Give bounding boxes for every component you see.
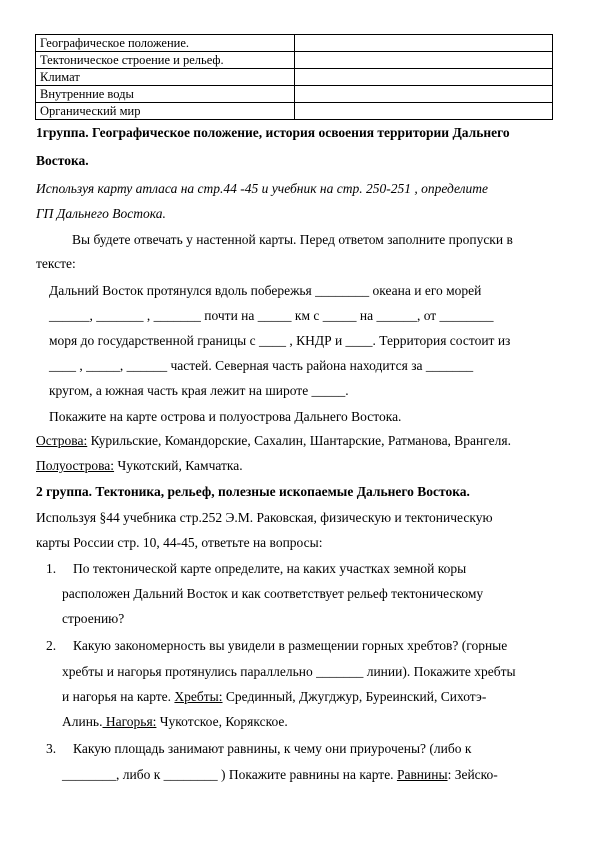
- table-cell: Органический мир: [36, 103, 295, 120]
- fill-text-line5: кругом, а южная часть края лежит на широте _____.: [49, 383, 349, 398]
- table-cell-empty: [295, 86, 553, 103]
- table-cell-empty: [295, 103, 553, 120]
- list-item-line: [62, 714, 288, 730]
- islands-label: Острова:: [36, 433, 88, 448]
- table-cell: Климат: [36, 69, 295, 86]
- list-item-line: Какую площадь занимают равнины, к чему они приурочены? (либо к: [73, 741, 472, 756]
- table-cell-empty: [295, 69, 553, 86]
- list-item-number: 3.: [46, 741, 57, 756]
- peninsulas-text: Чукотский, Камчатка.: [114, 458, 243, 473]
- table-row: [36, 35, 553, 52]
- table-cell: Географическое положение.: [36, 35, 295, 52]
- table-cell-empty: [295, 35, 553, 52]
- text-span: и нагорья на карте.: [62, 689, 175, 704]
- fill-text-line1: Дальний Восток протянулся вдоль побережья ________ океана и его морей: [49, 283, 482, 298]
- peninsulas-line: [36, 458, 243, 474]
- group1-title-line2: Востока.: [36, 153, 89, 168]
- group2-title: 2 группа. Тектоника, рельеф, полезные ископаемые Дальнего Востока.: [36, 484, 470, 499]
- group1-instruction-line1: Используя карту атласа на стр.44 -45 и учебник на стр. 250-251 , определите: [36, 181, 489, 196]
- ridges-label: Хребты:: [174, 689, 223, 704]
- highlands-label: Нагорья:: [102, 714, 157, 729]
- list-item-line: [62, 767, 498, 783]
- group1-title-line1: 1группа. Географическое положение, история освоения территории Дальнего: [36, 125, 510, 140]
- text-span: Срединный, Джугджур, Буреинский, Сихотэ-: [222, 689, 487, 704]
- text-span: Чукотское, Корякское.: [156, 714, 288, 729]
- show-instruction: Покажите на карте острова и полуострова Дальнего Востока.: [49, 409, 402, 424]
- list-item-line: хребты и нагорья протянулись параллельно _______ линии). Покажите хребты: [62, 664, 516, 679]
- table-row: [36, 69, 553, 86]
- topics-table: [35, 34, 553, 120]
- table-cell: Тектоническое строение и рельеф.: [36, 52, 295, 69]
- text-span: Алинь.: [62, 714, 103, 729]
- table-row: [36, 86, 553, 103]
- list-item-line: Какую закономерность вы увидели в размещении горных хребтов? (горные: [73, 638, 508, 653]
- peninsulas-label: Полуострова:: [36, 458, 115, 473]
- table-row: [36, 52, 553, 69]
- table-cell-empty: [295, 52, 553, 69]
- islands-text: Курильские, Командорские, Сахалин, Шантарские, Ратманова, Врангеля.: [87, 433, 511, 448]
- group1-instruction-line2: ГП Дальнего Востока.: [36, 206, 166, 221]
- fill-text-line2: ______, _______ , _______ почти на _____ км с _____ на ______, от ________: [49, 308, 494, 323]
- text-span: ________, либо к ________ ) Покажите равнины на карте.: [62, 767, 397, 782]
- list-item-line: строению?: [62, 611, 125, 626]
- text-span: : Зейско-: [447, 767, 498, 782]
- table-cell: Внутренние воды: [36, 86, 295, 103]
- list-item-line: расположен Дальний Восток и как соответствует рельеф тектоническому: [62, 586, 484, 601]
- list-item-line: По тектонической карте определите, на каких участках земной коры: [73, 561, 467, 576]
- group1-paragraph-line2: тексте:: [36, 256, 76, 271]
- list-item-number: 1.: [46, 561, 57, 576]
- table-row: [36, 103, 553, 120]
- plains-label: Равнины: [396, 767, 448, 782]
- group1-paragraph-line1: Вы будете отвечать у настенной карты. Перед ответом заполните пропуски в: [72, 232, 513, 247]
- list-item-line: [62, 689, 486, 705]
- group2-intro-line2: карты России стр. 10, 44-45, ответьте на вопросы:: [36, 535, 323, 550]
- fill-text-line4: ____ , _____, ______ частей. Северная часть района находится за _______: [49, 358, 474, 373]
- group2-intro-line1: Используя §44 учебника стр.252 Э.М. Раковская, физическую и тектоническую: [36, 510, 493, 525]
- fill-text-line3: моря до государственной границы с ____ , КНДР и ____. Территория состоит из: [49, 333, 511, 348]
- islands-line: [36, 433, 511, 449]
- list-item-number: 2.: [46, 638, 57, 653]
